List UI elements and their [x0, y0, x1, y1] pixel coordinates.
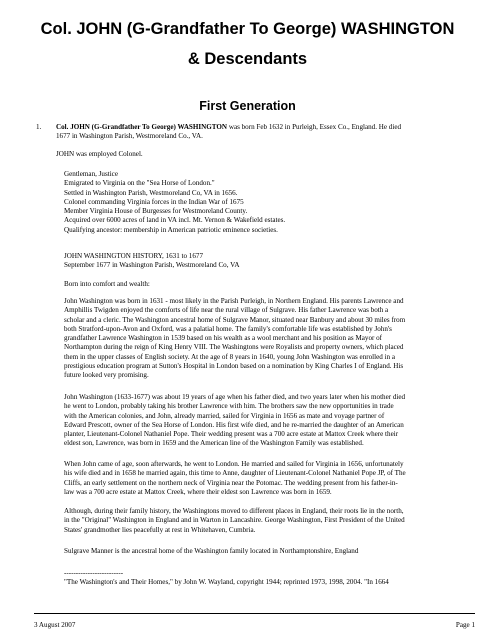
paragraph-line: John Washington (1633-1677) was about 19 years of age when his father died, and two years later when his mother died — [64, 393, 406, 401]
paragraph-line: Northampton during the reign of King Henry VIII. The Washingtons were Royalists and property owners, which placed — [64, 343, 404, 352]
history-date: September 1677 in Washington Parish, Westmoreland Co, VA — [64, 261, 240, 270]
note-line: Qualifying ancestor: membership in American patriotic eminence societies. — [64, 225, 278, 234]
note-line: Colonel commanding Virginia forces in the Indian War of 1675 — [64, 197, 244, 206]
paragraph-line: his wife died and in 1658 he married again, this time to Anne, daughter of Lieutenant-Colonel Nathaniel Pope JP, of The — [64, 469, 406, 478]
citation-block — [64, 569, 476, 588]
entry-employment: JOHN was employed Colonel. — [56, 150, 143, 158]
note-line: Emigrated to Virginia on the "Sea Horse of London." — [64, 179, 215, 188]
section-heading: First Generation — [199, 99, 296, 113]
paragraph-3 — [64, 460, 476, 497]
paragraph-line: John Washington was born in 1631 - most likely in the Parish Purleigh, in Northern England. His parents Lawrence and — [64, 297, 404, 305]
footer-page-number: Page 1 — [455, 621, 475, 629]
paragraph-line: grandfather Lawrence Washington in 1539 based on his wealth as a wool merchant and his position as Mayor of — [64, 334, 383, 343]
paragraph-line: law was a 700 acre estate at Mattox Creek, where their eldest son Lawrence was born in 1659. — [64, 487, 332, 496]
citation-text: "The Washington's and Their Homes," by John W. Wayland, copyright 1944; reprinted 1973, 1998, 2004. "In 1664 — [64, 578, 389, 587]
entry-birth: was born Feb 1632 in Purleigh, Essex Co., England. He died — [227, 123, 402, 131]
notes-block — [64, 170, 476, 235]
note-line: Acquired over 6000 acres of land in VA incl. Mt. Vernon & Wakefield estates. — [64, 216, 286, 225]
paragraph-line: planter, Lieutenant-Colonel Nathaniel Pope. Their wedding present was a 700 acre estate at Mattox Creek where their — [64, 430, 399, 439]
note-line: Gentleman, Justice — [64, 170, 118, 178]
history-header — [64, 252, 476, 271]
paragraph-line: them in the upper classes of English society. At the age of 8 years in 1640, young John Washington was enrolled in a — [64, 352, 395, 361]
entry-death: 1677 in Washington Parish, Westmoreland Co., VA. — [56, 132, 203, 141]
paragraph-line: both Stratford-upon-Avon and Oxford, was a palatial home. The family's comfortable life was established by John's — [64, 324, 392, 333]
note-line: Member Virginia House of Burgesses for Westmoreland County. — [64, 207, 248, 216]
footer-date: 3 August 2007 — [34, 621, 76, 629]
paragraph-line: When John came of age, soon afterwards, he went to London. He married and sailed for Virginia in 1656, unfortunately — [64, 460, 404, 468]
history-born: Born into comfort and wealth: — [64, 280, 150, 288]
paragraph-5: Sulgrave Manner is the ancestral home of the Washington family located in Northamptonshire, England — [64, 547, 359, 555]
paragraph-line: future looked very promising. — [64, 371, 149, 380]
paragraph-line: prestigious education program at Sutton's Hospital in London based on a nomination by King Charles I of England. His — [64, 362, 404, 371]
footer-divider — [34, 613, 475, 614]
paragraph-line: Edward Prescott, owner of the Sea Horse of London. His first wife died, and he re-married the daughter of an American — [64, 420, 404, 429]
paragraph-1 — [64, 297, 476, 381]
entry-name: Col. JOHN (G-Grandfather To George) WASHINGTON — [56, 123, 228, 131]
page-subtitle: & Descendants — [187, 50, 308, 68]
entry-number: 1. — [36, 123, 42, 131]
paragraph-2 — [64, 393, 476, 449]
citation-separator: ------------------------- — [64, 569, 124, 577]
paragraph-line: scholar and a cleric. The Washington ancestral home of Sulgrave Manor, situated near Banbury and about 30 miles from — [64, 315, 406, 324]
paragraph-line: with the American colonies, and John, already married, sailed for Virginia in 1656 as mate and voyage partner of — [64, 411, 385, 420]
note-line: Settled in Washington Parish, Westmoreland Co, VA in 1656. — [64, 188, 238, 197]
history-title: JOHN WASHINGTON HISTORY, 1631 to 1677 — [64, 252, 203, 260]
entry-text — [56, 123, 486, 142]
paragraph-line: eldest son, Lawrence, was born in 1659 and the American line of the Washington Family was established. — [64, 439, 364, 448]
paragraph-line: Although, during their family history, the Washingtons moved to different places in England, their roots lie in the north, — [64, 507, 404, 515]
paragraph-line: Cliffs, an early settlement on the northern neck of Virginia near the Potomac. The wedding present from his father-in- — [64, 478, 398, 487]
paragraph-line: he went to London, probably taking his brother Lawrence with him. The brothers saw the new opportunities in trade — [64, 402, 394, 411]
paragraph-line: in the "Original" Washington in England and in Warton in Lancashire. George Washington, First President of the United — [64, 516, 405, 525]
page-title: Col. JOHN (G-Grandfather To George) WASHINGTON — [40, 20, 455, 38]
paragraph-line: Amphillis Twigden enjoyed the comforts of life near the rural village of Sulgrave. His father Lawrence was both a — [64, 306, 389, 315]
paragraph-4 — [64, 507, 476, 535]
paragraph-line: States' grandmother lies peacefully at rest in Whitehaven, Cumbria. — [64, 525, 256, 534]
